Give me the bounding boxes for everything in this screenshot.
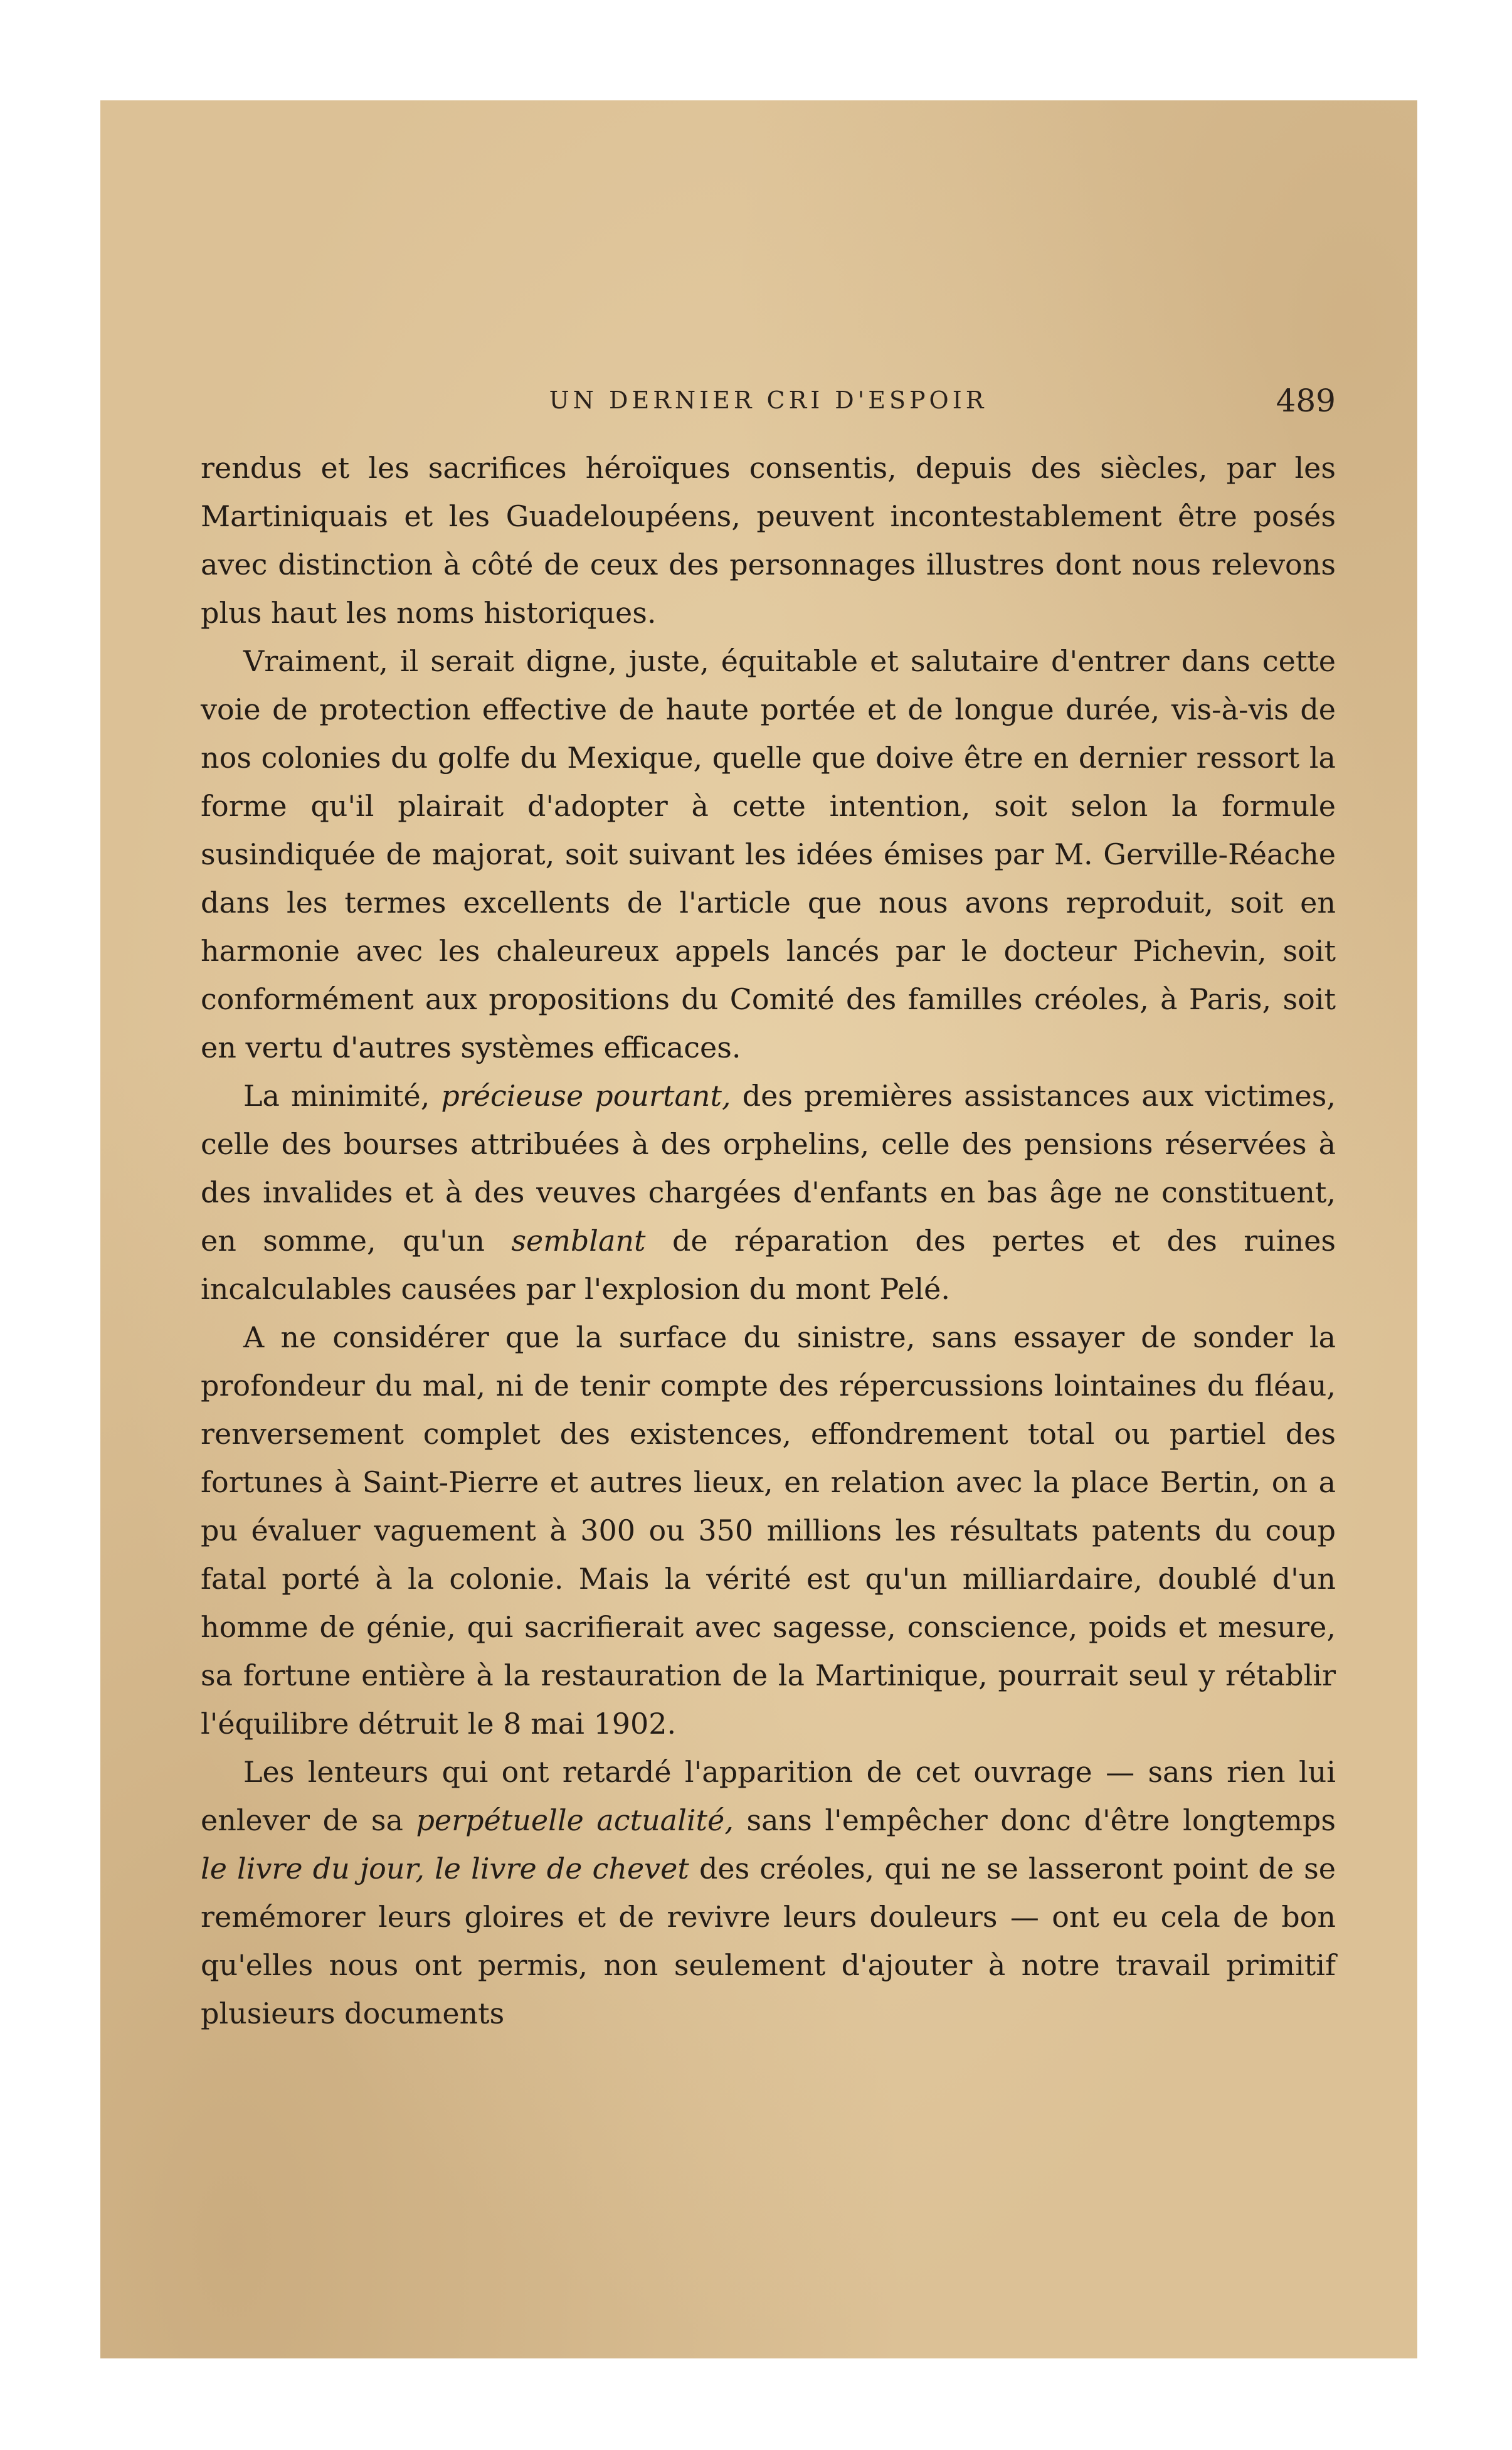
text-run: sans l'empêcher donc d'être longtemps [733,1803,1336,1837]
book-page [100,100,1417,2358]
text-run: Les lenteurs qui ont retardé l'apparition de cet ouvrage — sans rien lui enlever de sa [201,1755,1336,1837]
paragraph [201,637,1336,1072]
text-run: Vraiment, il serait digne, juste, équitable et salutaire d'entrer dans cette voie de protection effective de haute portée et de longue durée, vis-à-vis de nos colonies du golfe du Mexique, quelle que doive être en dernier ressort la forme qu'il plairait d'adopter à cette intention, soit selon la formule susindiquée de majorat, soit suivant les idées émises par M. Gerville-Réache dans les termes excellents de l'article que nous avons reproduit, soit en harmonie avec les chaleureux appels lancés par le docteur Pichevin, soit conformément aux propositions du Comité des familles créoles, à Paris, soit en vertu d'autres systèmes efficaces. [201,644,1336,1064]
italic-text-run: semblant [511,1224,646,1258]
paragraph [201,444,1336,637]
text-run: La minimité, [243,1079,441,1113]
italic-text-run: précieuse pourtant, [441,1079,731,1113]
italic-text-run: perpétuelle actualité, [416,1803,734,1837]
body-text [201,444,1336,2038]
text-run: rendus et les sacrifices héroïques consentis, depuis des siècles, par les Martiniquais et les Guadeloupéens, peuvent incontestablement être posés avec distinction à côté de ceux des personnages illustres dont nous relevons plus haut les noms historiques. [201,451,1336,630]
page-number: 489 [1276,383,1336,419]
paragraph [201,1313,1336,1748]
text-run: de réparation des pertes et des ruines incalculables causées par l'explosion du mont Pelé. [201,1224,1336,1306]
paragraph [201,1748,1336,2038]
page-header [201,383,1336,423]
text-run: A ne considérer que la surface du sinistre, sans essayer de sonder la profondeur du mal, ni de tenir compte des répercussions lointaines du fléau, renversement complet des existences, effondrement total ou partiel des fortunes à Saint-Pierre et autres lieux, en relation avec la place Bertin, on a pu évaluer vaguement à 300 ou 350 millions les résultats patents du coup fatal porté à la colonie. Mais la vérité est qu'un milliardaire, doublé d'un homme de génie, qui sacrifierait avec sagesse, conscience, poids et mesure, sa fortune entière à la restauration de la Martinique, pourrait seul y rétablir l'équilibre détruit le 8 mai 1902. [201,1320,1336,1741]
text-run: des premières assistances aux victimes, celle des bourses attribuées à des orphelins, celle des pensions réservées à des invalides et à des veuves chargées d'enfants en bas âge ne constituent, en somme, qu'un [201,1079,1336,1258]
text-run: des créoles, qui ne se lasseront point de se remémorer leurs gloires et de revivre leurs douleurs — ont eu cela de bon qu'elles nous ont permis, non seulement d'ajouter à notre travail primitif plusieurs documents [201,1852,1336,2030]
running-title: UN DERNIER CRI D'ESPOIR [549,386,988,414]
paragraph [201,1072,1336,1313]
italic-text-run: le livre du jour, le livre de chevet [201,1852,689,1885]
